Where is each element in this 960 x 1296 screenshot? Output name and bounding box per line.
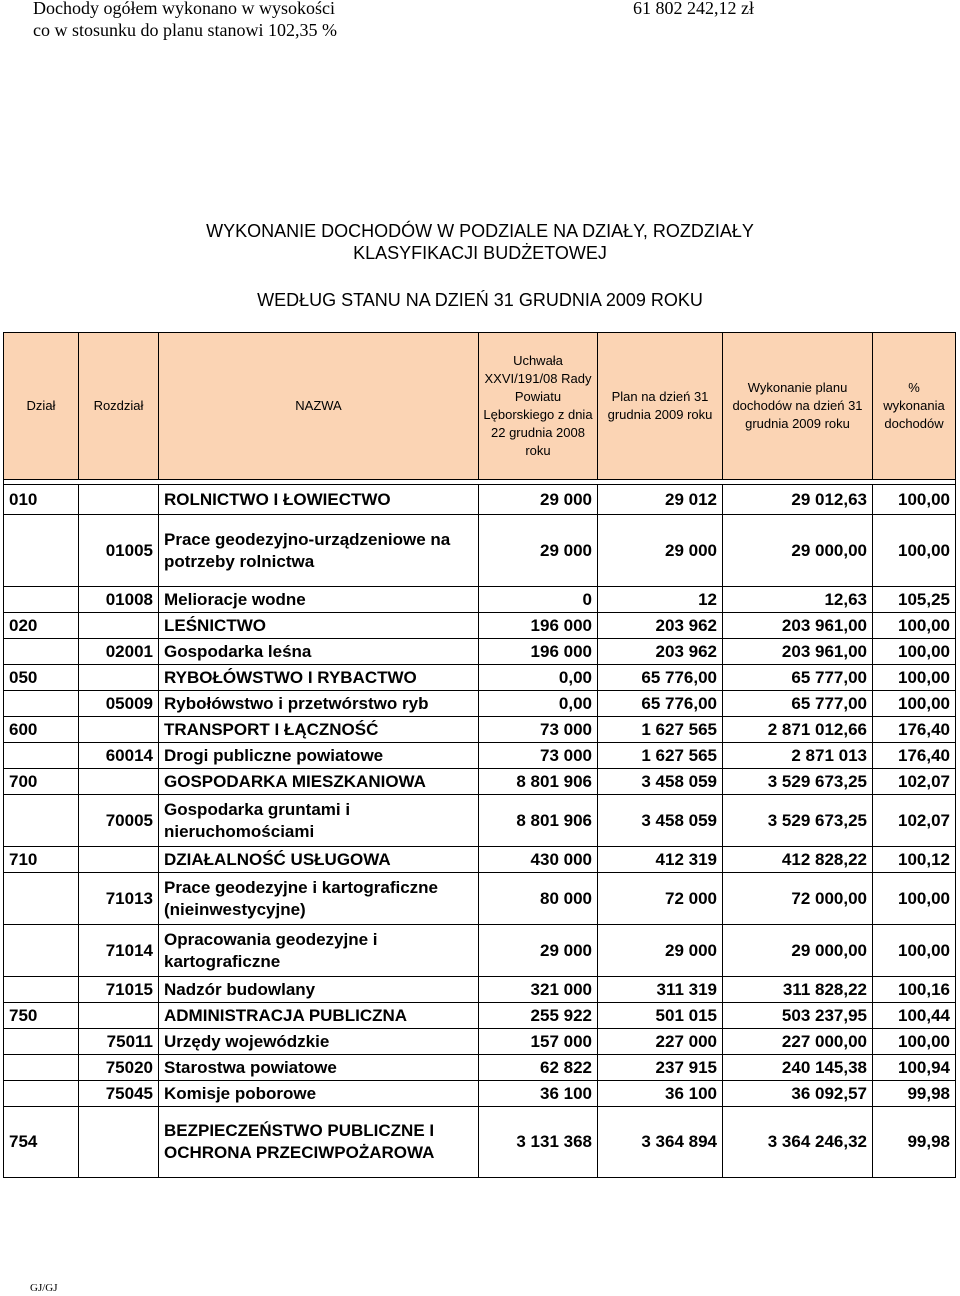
cell-rozdzial: 75045 xyxy=(79,1081,159,1107)
table-row xyxy=(4,847,956,873)
cell-plan: 29 000 xyxy=(598,515,723,587)
cell-procent: 100,00 xyxy=(873,613,956,639)
cell-uchwala: 29 000 xyxy=(479,515,598,587)
table-row xyxy=(4,977,956,1003)
cell-plan: 36 100 xyxy=(598,1081,723,1107)
cell-plan: 65 776,00 xyxy=(598,691,723,717)
cell-wykonanie: 72 000,00 xyxy=(723,873,873,925)
table-row xyxy=(4,1055,956,1081)
cell-nazwa: Prace geodezyjno-urządzeniowe na potrzeby rolnictwa xyxy=(159,515,479,587)
cell-plan: 311 319 xyxy=(598,977,723,1003)
cell-procent: 100,00 xyxy=(873,485,956,515)
cell-wykonanie: 503 237,95 xyxy=(723,1003,873,1029)
cell-nazwa: Opracowania geodezyjne i kartograficzne xyxy=(159,925,479,977)
cell-procent: 100,44 xyxy=(873,1003,956,1029)
cell-dzial: 020 xyxy=(4,613,79,639)
cell-rozdzial: 01008 xyxy=(79,587,159,613)
table-body xyxy=(4,485,956,1178)
cell-dzial xyxy=(4,977,79,1003)
cell-procent: 100,16 xyxy=(873,977,956,1003)
table-row xyxy=(4,795,956,847)
table-row xyxy=(4,587,956,613)
cell-wykonanie: 65 777,00 xyxy=(723,665,873,691)
summary-line-2: co w stosunku do planu stanowi 102,35 % xyxy=(33,20,337,40)
cell-rozdzial: 75020 xyxy=(79,1055,159,1081)
header-nazwa: NAZWA xyxy=(159,333,479,480)
table-row xyxy=(4,613,956,639)
table-row xyxy=(4,1107,956,1178)
cell-dzial xyxy=(4,873,79,925)
cell-dzial xyxy=(4,1029,79,1055)
cell-plan: 1 627 565 xyxy=(598,717,723,743)
cell-dzial xyxy=(4,515,79,587)
cell-rozdzial: 71013 xyxy=(79,873,159,925)
cell-wykonanie: 29 012,63 xyxy=(723,485,873,515)
cell-wykonanie: 2 871 013 xyxy=(723,743,873,769)
cell-uchwala: 29 000 xyxy=(479,485,598,515)
cell-uchwala: 80 000 xyxy=(479,873,598,925)
cell-procent: 105,25 xyxy=(873,587,956,613)
cell-wykonanie: 2 871 012,66 xyxy=(723,717,873,743)
cell-procent: 100,00 xyxy=(873,873,956,925)
cell-nazwa: ROLNICTWO I ŁOWIECTWO xyxy=(159,485,479,515)
cell-procent: 100,00 xyxy=(873,925,956,977)
table-row xyxy=(4,873,956,925)
table-row xyxy=(4,639,956,665)
cell-uchwala: 196 000 xyxy=(479,639,598,665)
cell-uchwala: 321 000 xyxy=(479,977,598,1003)
cell-uchwala: 196 000 xyxy=(479,613,598,639)
cell-uchwala: 3 131 368 xyxy=(479,1107,598,1178)
cell-rozdzial xyxy=(79,485,159,515)
cell-plan: 203 962 xyxy=(598,639,723,665)
cell-dzial: 710 xyxy=(4,847,79,873)
cell-plan: 29 000 xyxy=(598,925,723,977)
table-header-row xyxy=(4,333,956,480)
table-row xyxy=(4,1029,956,1055)
cell-rozdzial: 05009 xyxy=(79,691,159,717)
cell-rozdzial xyxy=(79,769,159,795)
cell-procent: 99,98 xyxy=(873,1107,956,1178)
cell-dzial xyxy=(4,691,79,717)
cell-wykonanie: 203 961,00 xyxy=(723,639,873,665)
cell-nazwa: Drogi publiczne powiatowe xyxy=(159,743,479,769)
header-wykonanie: Wykonanie planu dochodów na dzień 31 grudnia 2009 roku xyxy=(723,333,873,480)
cell-procent: 102,07 xyxy=(873,769,956,795)
cell-nazwa: Starostwa powiatowe xyxy=(159,1055,479,1081)
cell-wykonanie: 65 777,00 xyxy=(723,691,873,717)
cell-uchwala: 255 922 xyxy=(479,1003,598,1029)
cell-procent: 100,00 xyxy=(873,1029,956,1055)
cell-rozdzial: 71014 xyxy=(79,925,159,977)
cell-dzial xyxy=(4,1055,79,1081)
cell-plan: 227 000 xyxy=(598,1029,723,1055)
cell-nazwa: GOSPODARKA MIESZKANIOWA xyxy=(159,769,479,795)
cell-rozdzial xyxy=(79,847,159,873)
cell-dzial: 010 xyxy=(4,485,79,515)
cell-wykonanie: 412 828,22 xyxy=(723,847,873,873)
cell-uchwala: 73 000 xyxy=(479,717,598,743)
cell-plan: 3 458 059 xyxy=(598,769,723,795)
table-row xyxy=(4,515,956,587)
cell-nazwa: RYBOŁÓWSTWO I RYBACTWO xyxy=(159,665,479,691)
cell-plan: 3 458 059 xyxy=(598,795,723,847)
table-row xyxy=(4,1003,956,1029)
cell-uchwala: 36 100 xyxy=(479,1081,598,1107)
cell-uchwala: 8 801 906 xyxy=(479,795,598,847)
cell-plan: 29 012 xyxy=(598,485,723,515)
cell-uchwala: 157 000 xyxy=(479,1029,598,1055)
cell-dzial xyxy=(4,795,79,847)
cell-rozdzial: 02001 xyxy=(79,639,159,665)
report-subtitle: WEDŁUG STANU NA DZIEŃ 31 GRUDNIA 2009 ROKU xyxy=(257,290,703,310)
cell-dzial xyxy=(4,639,79,665)
cell-nazwa: Prace geodezyjne i kartograficzne (nieinwestycyjne) xyxy=(159,873,479,925)
cell-wykonanie: 3 529 673,25 xyxy=(723,795,873,847)
cell-nazwa: Rybołówstwo i przetwórstwo ryb xyxy=(159,691,479,717)
cell-dzial xyxy=(4,925,79,977)
cell-nazwa: Gospodarka gruntami i nieruchomościami xyxy=(159,795,479,847)
cell-procent: 99,98 xyxy=(873,1081,956,1107)
table-row xyxy=(4,485,956,515)
cell-plan: 501 015 xyxy=(598,1003,723,1029)
cell-dzial: 754 xyxy=(4,1107,79,1178)
table-row xyxy=(4,925,956,977)
cell-uchwala: 73 000 xyxy=(479,743,598,769)
cell-wykonanie: 3 364 246,32 xyxy=(723,1107,873,1178)
cell-wykonanie: 29 000,00 xyxy=(723,515,873,587)
cell-nazwa: Gospodarka leśna xyxy=(159,639,479,665)
cell-plan: 412 319 xyxy=(598,847,723,873)
cell-nazwa: Komisje poborowe xyxy=(159,1081,479,1107)
report-title-line-2: KLASYFIKACJI BUDŻETOWEJ xyxy=(353,243,607,263)
cell-uchwala: 8 801 906 xyxy=(479,769,598,795)
cell-procent: 100,00 xyxy=(873,639,956,665)
cell-uchwala: 430 000 xyxy=(479,847,598,873)
table-row xyxy=(4,743,956,769)
cell-procent: 100,12 xyxy=(873,847,956,873)
cell-wykonanie: 3 529 673,25 xyxy=(723,769,873,795)
cell-nazwa: Urzędy wojewódzkie xyxy=(159,1029,479,1055)
cell-wykonanie: 311 828,22 xyxy=(723,977,873,1003)
header-procent: % wykonania dochodów xyxy=(873,333,956,480)
cell-procent: 176,40 xyxy=(873,717,956,743)
summary-amount: 61 802 242,12 zł xyxy=(633,0,754,18)
footer-initials: GJ/GJ xyxy=(30,1282,58,1294)
cell-nazwa: TRANSPORT I ŁĄCZNOŚĆ xyxy=(159,717,479,743)
cell-plan: 237 915 xyxy=(598,1055,723,1081)
cell-procent: 176,40 xyxy=(873,743,956,769)
cell-dzial: 050 xyxy=(4,665,79,691)
cell-wykonanie: 203 961,00 xyxy=(723,613,873,639)
table-row xyxy=(4,717,956,743)
cell-rozdzial xyxy=(79,1107,159,1178)
header-plan: Plan na dzień 31 grudnia 2009 roku xyxy=(598,333,723,480)
cell-wykonanie: 29 000,00 xyxy=(723,925,873,977)
cell-rozdzial: 75011 xyxy=(79,1029,159,1055)
cell-rozdzial: 70005 xyxy=(79,795,159,847)
cell-nazwa: Melioracje wodne xyxy=(159,587,479,613)
cell-nazwa: DZIAŁALNOŚĆ USŁUGOWA xyxy=(159,847,479,873)
header-rozdzial: Rozdział xyxy=(79,333,159,480)
cell-uchwala: 0 xyxy=(479,587,598,613)
cell-dzial xyxy=(4,743,79,769)
cell-uchwala: 0,00 xyxy=(479,665,598,691)
cell-rozdzial: 71015 xyxy=(79,977,159,1003)
table-row xyxy=(4,665,956,691)
cell-wykonanie: 12,63 xyxy=(723,587,873,613)
table-row xyxy=(4,769,956,795)
cell-dzial: 750 xyxy=(4,1003,79,1029)
cell-dzial xyxy=(4,1081,79,1107)
cell-plan: 65 776,00 xyxy=(598,665,723,691)
cell-wykonanie: 36 092,57 xyxy=(723,1081,873,1107)
cell-rozdzial: 01005 xyxy=(79,515,159,587)
cell-nazwa: BEZPIECZEŃSTWO PUBLICZNE I OCHRONA PRZECIWPOŻAROWA xyxy=(159,1107,479,1178)
report-title-line-1: WYKONANIE DOCHODÓW W PODZIALE NA DZIAŁY, ROZDZIAŁY xyxy=(206,221,754,241)
cell-rozdzial xyxy=(79,1003,159,1029)
cell-plan: 12 xyxy=(598,587,723,613)
cell-plan: 3 364 894 xyxy=(598,1107,723,1178)
cell-nazwa: LEŚNICTWO xyxy=(159,613,479,639)
summary-line-1: Dochody ogółem wykonano w wysokości xyxy=(33,0,335,18)
cell-procent: 100,94 xyxy=(873,1055,956,1081)
cell-procent: 100,00 xyxy=(873,515,956,587)
header-dzial: Dział xyxy=(4,333,79,480)
cell-dzial xyxy=(4,587,79,613)
cell-rozdzial xyxy=(79,717,159,743)
cell-rozdzial xyxy=(79,613,159,639)
table-row xyxy=(4,691,956,717)
header-uchwala: Uchwała XXVI/191/08 Rady Powiatu Lęborskiego z dnia 22 grudnia 2008 roku xyxy=(479,333,598,480)
cell-dzial: 600 xyxy=(4,717,79,743)
cell-procent: 100,00 xyxy=(873,665,956,691)
cell-procent: 100,00 xyxy=(873,691,956,717)
cell-wykonanie: 240 145,38 xyxy=(723,1055,873,1081)
cell-dzial: 700 xyxy=(4,769,79,795)
table-row xyxy=(4,1081,956,1107)
cell-wykonanie: 227 000,00 xyxy=(723,1029,873,1055)
cell-plan: 203 962 xyxy=(598,613,723,639)
cell-uchwala: 62 822 xyxy=(479,1055,598,1081)
cell-procent: 102,07 xyxy=(873,795,956,847)
cell-plan: 72 000 xyxy=(598,873,723,925)
cell-rozdzial xyxy=(79,665,159,691)
income-table xyxy=(3,332,956,1178)
cell-nazwa: Nadzór budowlany xyxy=(159,977,479,1003)
cell-plan: 1 627 565 xyxy=(598,743,723,769)
cell-uchwala: 0,00 xyxy=(479,691,598,717)
cell-rozdzial: 60014 xyxy=(79,743,159,769)
cell-nazwa: ADMINISTRACJA PUBLICZNA xyxy=(159,1003,479,1029)
cell-uchwala: 29 000 xyxy=(479,925,598,977)
